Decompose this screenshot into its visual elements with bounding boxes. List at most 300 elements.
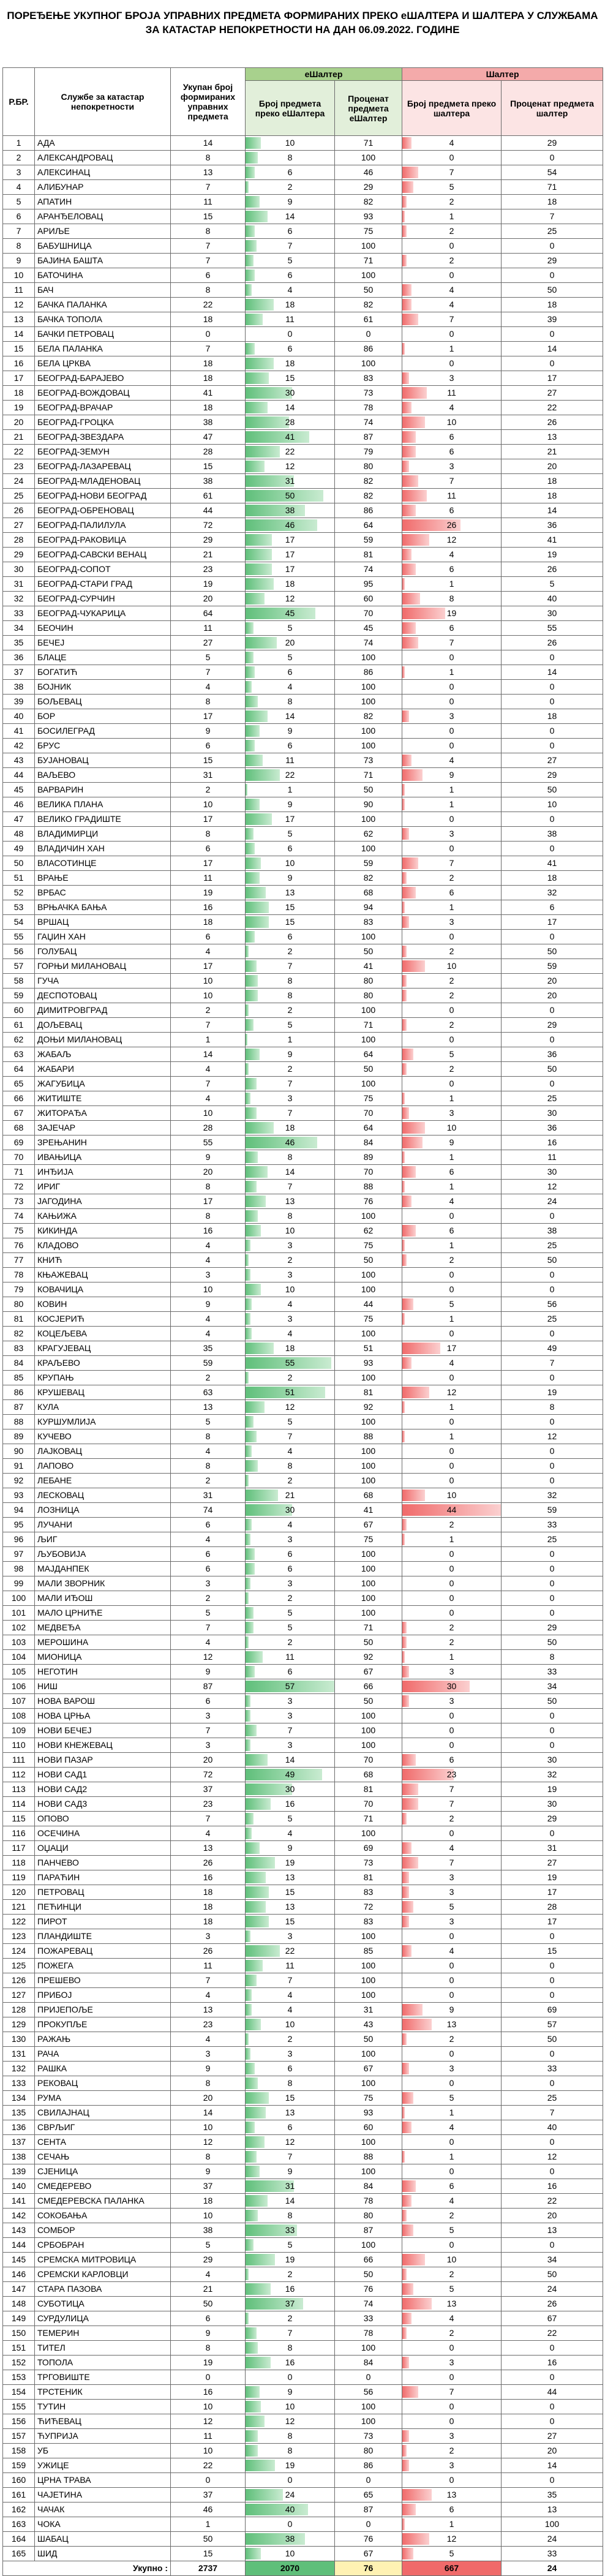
service-name: БАЧКИ ПЕТРОВАЦ	[35, 327, 171, 342]
s-count-value: 1	[449, 1093, 454, 1103]
e-percent: 100	[335, 724, 402, 739]
e-count	[246, 827, 335, 842]
service-name: СМЕДЕРЕВСКА ПАЛАНКА	[35, 2194, 171, 2209]
eshalter-data-bar	[246, 1872, 266, 1883]
service-name: РАШКА	[35, 2062, 171, 2076]
s-count-value: 2	[449, 226, 454, 236]
e-count	[246, 2429, 335, 2444]
service-name: ЧАЧАК	[35, 2503, 171, 2517]
total-count: 10	[171, 2209, 246, 2223]
total-count: 17	[171, 1194, 246, 1209]
eshalter-data-bar	[246, 799, 260, 810]
s-count-value: 0	[449, 2416, 454, 2426]
e-count-value: 46	[285, 1137, 295, 1147]
total-count: 12	[171, 2135, 246, 2150]
service-name: ГАЏИН ХАН	[35, 930, 171, 944]
e-percent: 93	[335, 2106, 402, 2120]
shalter-data-bar	[402, 549, 411, 560]
e-count-value: 7	[287, 241, 293, 250]
table-row	[3, 268, 603, 283]
row-number: 108	[3, 1709, 35, 1723]
e-count	[246, 2032, 335, 2047]
total-count: 18	[171, 371, 246, 386]
total-count: 26	[171, 1856, 246, 1870]
service-name: БОЈНИК	[35, 680, 171, 695]
e-count	[246, 1121, 335, 1135]
s-percent: 16	[502, 1135, 603, 1150]
table-row	[3, 1782, 603, 1797]
service-name: БЕОГРАД-ПАЛИЛУЛА	[35, 518, 171, 533]
service-name: БАЈИНА БАШТА	[35, 254, 171, 268]
e-count	[246, 1973, 335, 1988]
e-percent: 100	[335, 2076, 402, 2091]
e-count	[246, 900, 335, 915]
shalter-data-bar	[402, 1107, 409, 1119]
eshalter-data-bar	[246, 416, 289, 428]
e-count-value: 5	[287, 623, 293, 633]
e-count-value: 7	[287, 1181, 293, 1191]
e-count-value: 7	[287, 1108, 293, 1118]
shalter-data-bar	[402, 1622, 407, 1633]
s-count	[402, 2267, 502, 2282]
e-percent: 81	[335, 1385, 402, 1400]
shalter-data-bar	[402, 1945, 411, 1957]
e-count	[246, 518, 335, 533]
total-count: 9	[171, 1150, 246, 1165]
shalter-data-bar	[402, 2122, 411, 2133]
eshalter-data-bar	[246, 872, 260, 884]
s-count	[402, 2223, 502, 2238]
e-count-value: 17	[285, 535, 295, 544]
table-row	[3, 2209, 603, 2223]
e-percent: 84	[335, 2356, 402, 2370]
e-count	[246, 327, 335, 342]
service-name: СУБОТИЦА	[35, 2297, 171, 2311]
service-name: ОПОВО	[35, 1812, 171, 1826]
shalter-data-bar	[402, 1681, 470, 1692]
eshalter-data-bar	[246, 2460, 275, 2471]
table-row	[3, 1150, 603, 1165]
eshalter-data-bar	[246, 828, 254, 840]
row-number: 124	[3, 1944, 35, 1959]
eshalter-data-bar	[246, 1534, 250, 1545]
s-count-value: 2	[449, 2210, 454, 2220]
service-name: БЕОГРАД-РАКОВИЦА	[35, 533, 171, 548]
s-count	[402, 1944, 502, 1959]
e-percent: 84	[335, 2179, 402, 2194]
s-count	[402, 1621, 502, 1635]
s-count-value: 4	[449, 2196, 454, 2205]
e-count	[246, 1180, 335, 1194]
s-count-value: 0	[449, 1990, 454, 2000]
shalter-data-bar	[402, 1842, 411, 1854]
shalter-data-bar	[402, 1019, 407, 1031]
table-row	[3, 2267, 603, 2282]
service-name: БАТОЧИНА	[35, 268, 171, 283]
e-count-value: 51	[285, 1387, 295, 1397]
row-number: 151	[3, 2341, 35, 2356]
s-count-value: 0	[449, 1564, 454, 1573]
e-percent: 73	[335, 1856, 402, 1870]
eshalter-data-bar	[246, 1960, 263, 1972]
s-percent: 0	[502, 1547, 603, 1562]
total-count: 7	[171, 254, 246, 268]
total-count: 20	[171, 592, 246, 606]
e-count	[246, 2547, 335, 2561]
service-name: АРИЉЕ	[35, 224, 171, 239]
s-percent: 57	[502, 2017, 603, 2032]
eshalter-data-bar	[246, 902, 269, 913]
e-count	[246, 1224, 335, 1238]
e-count	[246, 1062, 335, 1077]
s-percent: 20	[502, 2209, 603, 2223]
e-count	[246, 2150, 335, 2164]
total-count: 10	[171, 2400, 246, 2414]
table-row	[3, 783, 603, 797]
s-count	[402, 886, 502, 900]
eshalter-data-bar	[246, 343, 255, 355]
s-percent: 18	[502, 709, 603, 724]
e-count	[246, 224, 335, 239]
total-count: 12	[171, 1650, 246, 1665]
total-count: 7	[171, 180, 246, 195]
shalter-data-bar	[402, 299, 411, 311]
e-count-value: 8	[287, 2446, 293, 2455]
s-percent: 0	[502, 1474, 603, 1488]
s-count-value: 0	[449, 1960, 454, 1970]
row-number: 91	[3, 1459, 35, 1474]
e-percent: 100	[335, 2047, 402, 2062]
e-count	[246, 474, 335, 489]
s-percent: 8	[502, 1400, 603, 1415]
table-row	[3, 1606, 603, 1621]
s-count	[402, 2341, 502, 2356]
eshalter-data-bar	[246, 1063, 249, 1075]
e-count	[246, 1915, 335, 1929]
s-count	[402, 2106, 502, 2120]
s-count	[402, 562, 502, 577]
table-row	[3, 695, 603, 709]
s-percent: 38	[502, 827, 603, 842]
row-number: 34	[3, 621, 35, 636]
total-count: 2	[171, 783, 246, 797]
s-count	[402, 856, 502, 871]
s-count	[402, 944, 502, 959]
e-count	[246, 2003, 335, 2017]
total-count: 72	[171, 518, 246, 533]
e-percent: 95	[335, 577, 402, 592]
s-count	[402, 2503, 502, 2517]
e-count-value: 19	[285, 2460, 295, 2470]
table-row	[3, 195, 603, 209]
total-count: 9	[171, 2326, 246, 2341]
total-count: 17	[171, 856, 246, 871]
service-name: БЕОГРАД-СУРЧИН	[35, 592, 171, 606]
s-count	[402, 606, 502, 621]
e-count-value: 5	[287, 2240, 293, 2250]
total-count: 11	[171, 1959, 246, 1973]
total-count: 5	[171, 2238, 246, 2253]
e-count-value: 6	[287, 932, 293, 941]
s-count	[402, 753, 502, 768]
e-count-value: 15	[285, 1887, 295, 1897]
total-count: 31	[171, 1488, 246, 1503]
s-count-value: 7	[449, 858, 454, 868]
row-number: 164	[3, 2532, 35, 2547]
total-count: 47	[171, 430, 246, 445]
s-count	[402, 2120, 502, 2135]
e-count	[246, 2326, 335, 2341]
total-count: 17	[171, 709, 246, 724]
s-count	[402, 1988, 502, 2003]
total-count: 4	[171, 1826, 246, 1841]
service-name: УЖИЦЕ	[35, 2458, 171, 2473]
s-count	[402, 2091, 502, 2106]
e-percent: 70	[335, 606, 402, 621]
s-count-value: 0	[449, 2475, 454, 2485]
service-name: МИОНИЦА	[35, 1650, 171, 1665]
service-name: ВРШАЦ	[35, 915, 171, 930]
e-count	[246, 2179, 335, 2194]
table-row	[3, 401, 603, 415]
row-number: 1	[3, 136, 35, 151]
row-number: 3	[3, 165, 35, 180]
total-count: 6	[171, 842, 246, 856]
total-count: 13	[171, 2003, 246, 2017]
total-count: 19	[171, 2356, 246, 2370]
e-count	[246, 1870, 335, 1885]
row-number: 21	[3, 430, 35, 445]
e-percent: 79	[335, 445, 402, 459]
e-count-value: 14	[285, 211, 295, 221]
shalter-data-bar	[402, 211, 405, 222]
row-number: 132	[3, 2062, 35, 2076]
service-name: СЕНТА	[35, 2135, 171, 2150]
row-number: 89	[3, 1429, 35, 1444]
row-number: 99	[3, 1576, 35, 1591]
table-row	[3, 2297, 603, 2311]
s-count	[402, 1297, 502, 1312]
s-count-value: 3	[449, 1887, 454, 1897]
shalter-data-bar	[402, 1049, 413, 1060]
e-count	[246, 2532, 335, 2547]
s-count	[402, 2062, 502, 2076]
shalter-data-bar	[402, 461, 409, 472]
s-count-value: 4	[449, 2122, 454, 2132]
totals-label: Укупно :	[3, 2561, 171, 2576]
s-count	[402, 1870, 502, 1885]
eshalter-data-bar	[246, 2166, 260, 2177]
e-count	[246, 1812, 335, 1826]
total-count: 50	[171, 2532, 246, 2547]
row-number: 149	[3, 2311, 35, 2326]
shalter-data-bar	[402, 916, 409, 928]
e-percent: 86	[335, 665, 402, 680]
s-percent: 26	[502, 2297, 603, 2311]
s-percent: 18	[502, 195, 603, 209]
e-count-value: 6	[287, 270, 293, 280]
row-number: 76	[3, 1238, 35, 1253]
shalter-data-bar	[402, 2298, 432, 2310]
eshalter-data-bar	[246, 1989, 252, 2001]
shalter-data-bar	[402, 2489, 432, 2501]
s-count-value: 2	[449, 1622, 454, 1632]
shalter-data-bar	[402, 1813, 407, 1825]
service-name: СМЕДЕРЕВО	[35, 2179, 171, 2194]
s-count-value: 0	[449, 1578, 454, 1588]
row-number: 130	[3, 2032, 35, 2047]
row-number: 103	[3, 1635, 35, 1650]
s-count	[402, 2414, 502, 2429]
s-count	[402, 254, 502, 268]
s-count	[402, 1532, 502, 1547]
e-percent: 100	[335, 1371, 402, 1385]
eshalter-data-bar	[246, 1122, 274, 1134]
s-count-value: 2	[449, 2034, 454, 2044]
eshalter-data-bar	[246, 1298, 252, 1310]
s-count	[402, 2238, 502, 2253]
s-percent: 0	[502, 1929, 603, 1944]
s-count	[402, 959, 502, 974]
s-count-value: 0	[449, 696, 454, 706]
e-count	[246, 1209, 335, 1224]
eshalter-data-bar	[246, 534, 272, 546]
table-row	[3, 1532, 603, 1547]
e-count	[246, 1091, 335, 1106]
e-percent: 100	[335, 1282, 402, 1297]
e-percent: 100	[335, 1738, 402, 1753]
row-number: 142	[3, 2209, 35, 2223]
table-row	[3, 2458, 603, 2473]
e-percent: 67	[335, 1665, 402, 1679]
s-count-value: 1	[449, 211, 454, 221]
eshalter-data-bar	[246, 2357, 271, 2368]
s-count	[402, 2311, 502, 2326]
s-count	[402, 1812, 502, 1826]
e-count	[246, 2311, 335, 2326]
s-count-value: 2	[449, 990, 454, 1000]
e-percent: 45	[335, 621, 402, 636]
total-count: 20	[171, 1753, 246, 1768]
e-percent: 60	[335, 2120, 402, 2135]
e-percent: 0	[335, 2370, 402, 2385]
e-count-value: 2	[287, 2313, 293, 2323]
service-name: ЛАПОВО	[35, 1459, 171, 1474]
total-count: 4	[171, 1327, 246, 1341]
e-count	[246, 2341, 335, 2356]
e-count-value: 2	[287, 1064, 293, 1074]
e-count	[246, 2370, 335, 2385]
table-row	[3, 1768, 603, 1782]
e-count	[246, 724, 335, 739]
e-percent: 33	[335, 2311, 402, 2326]
s-count	[402, 2179, 502, 2194]
e-count	[246, 974, 335, 989]
e-percent: 44	[335, 1297, 402, 1312]
s-percent: 18	[502, 489, 603, 503]
service-name: ПОЖАРЕВАЦ	[35, 1944, 171, 1959]
e-count-value: 2	[287, 1637, 293, 1647]
e-count-value: 19	[285, 1858, 295, 1867]
table-row	[3, 562, 603, 577]
e-percent: 100	[335, 1459, 402, 1474]
service-name: НЕГОТИН	[35, 1665, 171, 1679]
eshalter-data-bar	[246, 1636, 249, 1648]
row-number: 81	[3, 1312, 35, 1327]
eshalter-data-bar	[246, 1225, 261, 1237]
service-name: НИШ	[35, 1679, 171, 1694]
row-number: 112	[3, 1768, 35, 1782]
e-percent: 87	[335, 2503, 402, 2517]
s-percent: 0	[502, 2414, 603, 2429]
table-row	[3, 1253, 603, 1268]
service-name: АПАТИН	[35, 195, 171, 209]
s-count	[402, 1224, 502, 1238]
row-number: 57	[3, 959, 35, 974]
e-percent: 100	[335, 1474, 402, 1488]
e-count-value: 9	[287, 726, 293, 736]
eshalter-data-bar	[246, 755, 263, 766]
row-number: 56	[3, 944, 35, 959]
total-count: 2	[171, 1371, 246, 1385]
total-count: 38	[171, 415, 246, 430]
eshalter-data-bar	[246, 1489, 278, 1501]
eshalter-data-bar	[246, 196, 260, 208]
table-row	[3, 1694, 603, 1709]
e-count	[246, 1415, 335, 1429]
row-number: 116	[3, 1826, 35, 1841]
total-count: 14	[171, 136, 246, 151]
e-count	[246, 2517, 335, 2532]
totals-e-pct: 76	[335, 2561, 402, 2576]
e-percent: 86	[335, 2458, 402, 2473]
eshalter-data-bar	[246, 1651, 263, 1663]
row-number: 98	[3, 1562, 35, 1576]
table-row	[3, 1635, 603, 1650]
row-number: 31	[3, 577, 35, 592]
shalter-data-bar	[402, 1769, 454, 1780]
s-count-value: 3	[449, 829, 454, 838]
e-percent: 69	[335, 1841, 402, 1856]
s-count	[402, 1327, 502, 1341]
row-number: 70	[3, 1150, 35, 1165]
service-name: КОВАЧИЦА	[35, 1282, 171, 1297]
e-count	[246, 1900, 335, 1915]
e-count-value: 12	[285, 1402, 295, 1412]
s-count-value: 0	[449, 1931, 454, 1941]
total-count: 4	[171, 1091, 246, 1106]
e-percent: 61	[335, 312, 402, 327]
e-percent: 71	[335, 254, 402, 268]
total-count: 3	[171, 2047, 246, 2062]
e-count-value: 5	[287, 829, 293, 838]
row-number: 136	[3, 2120, 35, 2135]
e-count	[246, 2106, 335, 2120]
e-count	[246, 2238, 335, 2253]
e-percent: 100	[335, 1826, 402, 1841]
total-count: 5	[171, 650, 246, 665]
service-name: НОВИ САД1	[35, 1768, 171, 1782]
e-count	[246, 1429, 335, 1444]
e-count	[246, 1547, 335, 1562]
e-count-value: 8	[287, 696, 293, 706]
e-percent: 66	[335, 2253, 402, 2267]
service-name: ПОЖЕГА	[35, 1959, 171, 1973]
shalter-data-bar	[402, 387, 427, 399]
service-name: БЕОГРАД-ЗВЕЗДАРА	[35, 430, 171, 445]
e-count-value: 6	[287, 843, 293, 853]
s-count-value: 6	[449, 2504, 454, 2514]
